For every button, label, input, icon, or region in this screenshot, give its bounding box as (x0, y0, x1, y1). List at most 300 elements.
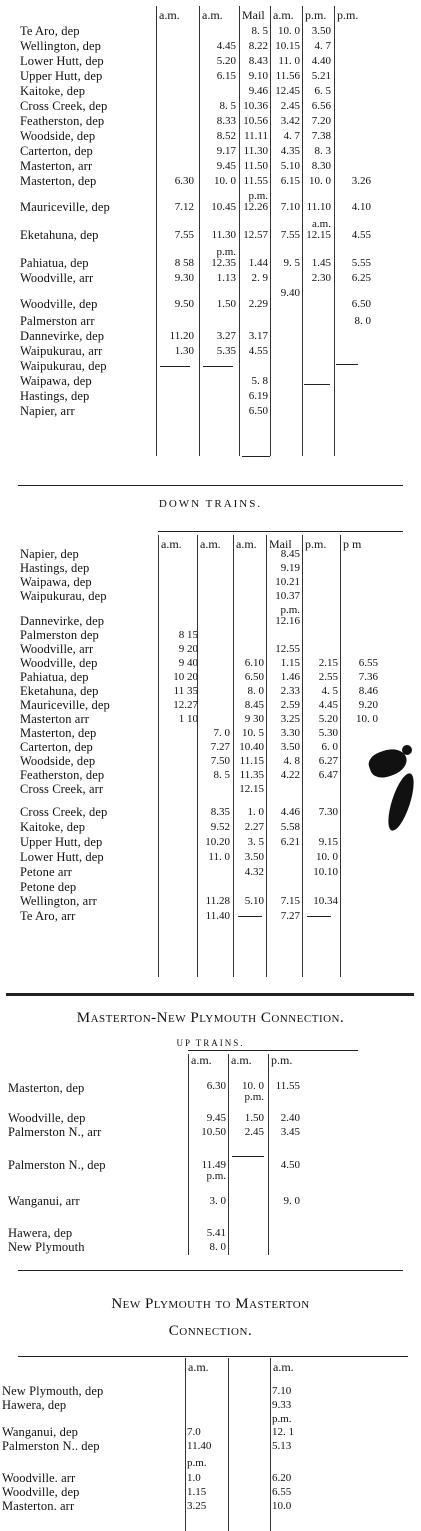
station-name: Woodville, arr (20, 642, 94, 656)
time-cell: 9.50 (174, 298, 194, 310)
connection-title-line1: New Plymouth to Masterton (111, 1296, 310, 1312)
time-cell: 8.45 (244, 699, 264, 711)
column-divider (197, 535, 198, 977)
time-cell: 10.50 (201, 1126, 226, 1138)
time-cell: 4. 7 (283, 130, 300, 142)
station-name: Dannevirke, dep (20, 614, 105, 628)
time-cell: 10. 0 (356, 713, 378, 725)
station-name: Masterton, dep (8, 1081, 85, 1095)
time-cell: 4.35 (280, 145, 300, 157)
time-cell: 9.17 (216, 145, 236, 157)
time-cell: 6.25 (351, 272, 371, 284)
time-cell: 4.22 (280, 769, 300, 781)
station-name: Featherston, dep (20, 768, 105, 782)
time-cell: 9.15 (318, 836, 338, 848)
station-name: Petone dep (20, 880, 77, 894)
time-cell: 12.27 (173, 699, 198, 711)
time-cell: 7.20 (311, 115, 331, 127)
column-header: a.m. (191, 1053, 212, 1067)
time-cell: p.m. (280, 604, 300, 616)
time-cell: 10. 0 (214, 175, 236, 187)
time-cell: 1.15 (187, 1486, 207, 1498)
station-name: Waipukurau, arr (20, 344, 103, 358)
time-cell: 12.45 (275, 85, 300, 97)
blank-dash (203, 366, 233, 367)
time-cell: 10. 0 (316, 851, 338, 863)
station-name: Mauriceville, dep (20, 200, 110, 214)
time-cell: 6.50 (244, 671, 264, 683)
time-cell: 11. 0 (208, 851, 230, 863)
time-cell: 5.10 (280, 160, 300, 172)
column-divider (156, 6, 157, 456)
time-cell: 8. 5 (251, 25, 268, 37)
time-cell: 2.45 (280, 100, 300, 112)
column-header: p.m. (305, 8, 327, 22)
time-cell: p.m. (244, 1091, 264, 1103)
column-divider (270, 6, 271, 456)
station-name: Masterton, dep (20, 726, 97, 740)
time-cell: 6.56 (311, 100, 331, 112)
station-name: Hawera, dep (8, 1226, 73, 1240)
time-cell: 6.15 (216, 70, 236, 82)
station-name: Masterton arr (20, 712, 89, 726)
time-cell: 7.10 (272, 1385, 292, 1397)
time-cell: 1 10 (178, 713, 198, 725)
time-cell: 5. 8 (251, 375, 268, 387)
time-cell: 2.15 (318, 657, 338, 669)
time-cell: 2. 9 (251, 272, 268, 284)
column-header: p m (343, 537, 362, 551)
time-cell: 4. 8 (283, 755, 300, 767)
connection-title-line2: Connection. (168, 1323, 253, 1339)
time-cell: a.m. (312, 218, 331, 230)
time-cell: 7.10 (280, 201, 300, 213)
time-cell: 7.36 (358, 671, 378, 683)
time-cell: 4.45 (318, 699, 338, 711)
time-cell: 5.21 (311, 70, 331, 82)
station-name: Woodville, dep (20, 297, 98, 311)
time-cell: 10.56 (243, 115, 268, 127)
time-cell: 6.20 (272, 1472, 292, 1484)
station-name: Cross Creek, dep (20, 805, 108, 819)
station-name: Featherston, dep (20, 114, 105, 128)
time-cell: 9.46 (248, 85, 268, 97)
header-rule (188, 1050, 358, 1051)
station-name: Wanganui, dep (2, 1425, 78, 1439)
station-name: Waipukurau, dep (20, 359, 107, 373)
station-name: Palmerston N., arr (8, 1125, 102, 1139)
time-cell: 3.50 (244, 851, 264, 863)
station-name: Upper Hutt, dep (20, 69, 103, 83)
time-cell: 11.50 (243, 160, 268, 172)
time-cell: 10. 0 (242, 1080, 264, 1092)
time-cell: 6.50 (248, 405, 268, 417)
station-name: Waipawa, dep (20, 575, 92, 589)
time-cell: 6.55 (358, 657, 378, 669)
time-cell: 8.52 (216, 130, 236, 142)
time-cell: 10.45 (211, 201, 236, 213)
station-name: Te Aro, arr (20, 909, 76, 923)
time-cell: 6.47 (318, 769, 338, 781)
station-name: Hastings, dep (20, 389, 90, 403)
station-name: Carterton, dep (20, 740, 93, 754)
time-cell: 1. 0 (247, 806, 264, 818)
time-cell: 11.11 (244, 130, 268, 142)
time-cell: 6.27 (318, 755, 338, 767)
time-cell: 10.15 (275, 40, 300, 52)
time-cell: 3.30 (280, 727, 300, 739)
time-cell: 12.15 (239, 783, 264, 795)
station-name: Masterton, arr (20, 159, 93, 173)
time-cell: 6.19 (248, 390, 268, 402)
time-cell: 3.42 (280, 115, 300, 127)
time-cell: 4.45 (216, 40, 236, 52)
time-cell: 10. 0 (309, 175, 331, 187)
up-trains-caption: UP TRAINS. (176, 1038, 245, 1048)
time-cell: 12.26 (243, 201, 268, 213)
time-cell: 5.35 (216, 345, 236, 357)
time-cell: 2.45 (244, 1126, 264, 1138)
station-name: Lower Hutt, dep (20, 850, 104, 864)
station-name: Te Aro, dep (20, 24, 80, 38)
time-cell: 3.17 (248, 330, 268, 342)
time-cell: 8.30 (311, 160, 331, 172)
time-cell: 6. 5 (314, 85, 331, 97)
time-cell: 7.38 (311, 130, 331, 142)
column-divider (158, 535, 159, 977)
time-cell: 10.0 (272, 1500, 292, 1512)
station-name: New Plymouth, dep (2, 1384, 104, 1398)
time-cell: 12.55 (275, 643, 300, 655)
time-cell: 2.40 (280, 1112, 300, 1124)
time-cell: 3.25 (187, 1500, 207, 1512)
column-divider (270, 1358, 271, 1531)
time-cell: 11.28 (205, 895, 230, 907)
column-divider (239, 6, 240, 456)
time-cell: 11. 0 (278, 55, 300, 67)
station-name: Palmerston arr (20, 314, 95, 328)
time-cell: 7.55 (174, 229, 194, 241)
ink-blot (383, 771, 419, 834)
time-cell: 7.50 (210, 755, 230, 767)
time-cell: 2.55 (318, 671, 338, 683)
time-cell: 3.27 (216, 330, 236, 342)
column-divider (199, 6, 200, 456)
time-cell: 10.10 (313, 866, 338, 878)
station-name: Lower Hutt, dep (20, 54, 104, 68)
time-cell: 8.46 (358, 685, 378, 697)
mail-underline (242, 456, 270, 457)
time-cell: 6.15 (280, 175, 300, 187)
time-cell: 8.43 (248, 55, 268, 67)
time-cell: 7.30 (318, 806, 338, 818)
time-cell: 12.16 (275, 615, 300, 627)
time-cell: 6.10 (244, 657, 264, 669)
station-name: Wellington, arr (20, 894, 97, 908)
time-cell: 4.40 (311, 55, 331, 67)
column-header: a.m. (202, 8, 223, 22)
time-cell: 4.10 (351, 201, 371, 213)
time-cell: 8.33 (216, 115, 236, 127)
column-header: p.m. (337, 8, 359, 22)
column-header: a.m. (273, 8, 294, 22)
column-header: a.m. (188, 1360, 209, 1374)
time-cell: 9.20 (358, 699, 378, 711)
time-cell: 8. 3 (314, 145, 331, 157)
time-cell: 2.27 (244, 821, 264, 833)
down-trains-caption: DOWN TRAINS. (158, 498, 263, 510)
column-header: Mail (269, 537, 292, 551)
time-cell: 3. 5 (247, 836, 264, 848)
column-divider (268, 1054, 269, 1255)
time-cell: 5.20 (318, 713, 338, 725)
time-cell: 11.10 (306, 201, 331, 213)
time-cell: 6. 0 (321, 741, 338, 753)
station-name: Masterton. arr (2, 1499, 75, 1513)
station-name: Kaitoke, dep (20, 820, 86, 834)
time-cell: 8. 0 (354, 315, 371, 327)
blank-dash (232, 1156, 264, 1157)
column-header: a.m. (161, 537, 182, 551)
column-divider (302, 535, 303, 977)
time-cell: 6.50 (351, 298, 371, 310)
column-divider (185, 1358, 186, 1531)
station-name: Pahiatua, dep (20, 670, 89, 684)
time-cell: 12.35 (211, 257, 236, 269)
time-cell: 1.46 (280, 671, 300, 683)
column-header: a.m. (200, 537, 221, 551)
station-name: Woodside, dep (20, 754, 96, 768)
column-divider (340, 535, 341, 977)
time-cell: p.m. (216, 246, 236, 258)
time-cell: 9. 0 (283, 1195, 300, 1207)
time-cell: 9.40 (280, 287, 300, 299)
time-cell: 2.30 (311, 272, 331, 284)
time-cell: 11 35 (173, 685, 198, 697)
station-name: Petone arr (20, 865, 73, 879)
station-name: Woodside, dep (20, 129, 96, 143)
time-cell: 5.30 (318, 727, 338, 739)
station-name: Cross Creek, arr (20, 782, 104, 796)
station-name: Palmerston N., dep (8, 1158, 106, 1172)
header-rule (158, 531, 403, 532)
column-divider (228, 1054, 229, 1255)
time-cell: p.m. (248, 190, 268, 202)
time-cell: 11.30 (243, 145, 268, 157)
column-divider (334, 6, 335, 456)
time-cell: 6.30 (206, 1080, 226, 1092)
station-name: Napier, dep (20, 547, 79, 561)
time-cell: 9.45 (206, 1112, 226, 1124)
time-cell: 11.49 (201, 1159, 226, 1171)
time-cell: 9. 5 (283, 257, 300, 269)
time-cell: 3.26 (351, 175, 371, 187)
station-name: Woodville, dep (20, 656, 98, 670)
time-cell: 2.59 (280, 699, 300, 711)
blank-dash (304, 384, 330, 385)
time-cell: 7.27 (210, 741, 230, 753)
time-cell: 9.33 (272, 1399, 292, 1411)
station-name: Hawera, dep (2, 1398, 67, 1412)
ink-blot (402, 745, 412, 755)
station-name: Wellington, dep (20, 39, 102, 53)
station-name: Cross Creek, dep (20, 99, 108, 113)
station-name: Pahiatua, dep (20, 256, 89, 270)
time-cell: 3.50 (311, 25, 331, 37)
time-cell: 12.57 (243, 229, 268, 241)
time-cell: 9.45 (216, 160, 236, 172)
time-cell: p.m. (206, 1170, 226, 1182)
time-cell: 1.45 (311, 257, 331, 269)
time-cell: 10 20 (173, 671, 198, 683)
blank-dash (336, 364, 358, 365)
station-name: Dannevirke, dep (20, 329, 105, 343)
time-cell: 1.15 (280, 657, 300, 669)
station-name: Wanganui, arr (8, 1194, 80, 1208)
time-cell: 10.36 (243, 100, 268, 112)
station-name: Waipawa, dep (20, 374, 92, 388)
time-cell: 5.13 (272, 1440, 292, 1452)
time-cell: 11.40 (205, 910, 230, 922)
time-cell: 8.45 (280, 548, 300, 560)
blank-dash (238, 916, 262, 917)
station-name: Woodville, dep (2, 1485, 80, 1499)
station-name: Kaitoke, dep (20, 84, 86, 98)
time-cell: 11.40 (187, 1440, 212, 1452)
time-cell: 4.50 (280, 1159, 300, 1171)
time-cell: 1.13 (216, 272, 236, 284)
time-cell: 8. 5 (219, 100, 236, 112)
time-cell: 3. 0 (209, 1195, 226, 1207)
station-name: Palmerston dep (20, 628, 99, 642)
time-cell: 6.21 (280, 836, 300, 848)
time-cell: 1.30 (174, 345, 194, 357)
time-cell: 7.55 (280, 229, 300, 241)
time-cell: 11.55 (275, 1080, 300, 1092)
time-cell: 5.20 (216, 55, 236, 67)
time-cell: 5.58 (280, 821, 300, 833)
time-cell: 3.45 (280, 1126, 300, 1138)
time-cell: 10. 0 (278, 25, 300, 37)
station-name: Napier, arr (20, 404, 75, 418)
time-cell: 12. 1 (272, 1426, 294, 1438)
section-rule (18, 485, 403, 486)
station-name: Woodville, dep (8, 1111, 86, 1125)
time-cell: p.m. (272, 1413, 292, 1425)
time-cell: 7.12 (174, 201, 194, 213)
time-cell: 5.10 (244, 895, 264, 907)
time-cell: 10. 5 (242, 727, 264, 739)
time-cell: 7.27 (280, 910, 300, 922)
time-cell: 2.29 (248, 298, 268, 310)
time-cell: 7.15 (280, 895, 300, 907)
connection-title: Masterton-New Plymouth Connection. (76, 1010, 345, 1026)
blank-dash (160, 366, 190, 367)
time-cell: 9.52 (210, 821, 230, 833)
time-cell: 3.25 (280, 713, 300, 725)
time-cell: 12.15 (306, 229, 331, 241)
time-cell: 11.20 (169, 330, 194, 342)
time-cell: 11.55 (243, 175, 268, 187)
time-cell: 1.44 (248, 257, 268, 269)
time-cell: 11.35 (239, 769, 264, 781)
time-cell: 3.50 (280, 741, 300, 753)
time-cell: 1.0 (187, 1472, 201, 1484)
time-cell: 7. 0 (213, 727, 230, 739)
column-divider (228, 1358, 229, 1531)
column-header: p.m. (271, 1053, 293, 1067)
time-cell: 4. 5 (321, 685, 338, 697)
time-cell: 8. 5 (213, 769, 230, 781)
time-cell: 9 30 (244, 713, 264, 725)
time-cell: 11.30 (211, 229, 236, 241)
column-header: p.m. (305, 537, 327, 551)
time-cell: 10.40 (239, 741, 264, 753)
time-cell: 9.19 (280, 562, 300, 574)
station-name: Mauriceville, dep (20, 698, 110, 712)
station-name: Waipukurau, dep (20, 589, 107, 603)
column-header: Mail (242, 8, 265, 22)
time-cell: 4.55 (351, 229, 371, 241)
time-cell: 4.55 (248, 345, 268, 357)
header-rule (18, 1356, 408, 1357)
time-cell: 1.50 (244, 1112, 264, 1124)
station-name: Upper Hutt, dep (20, 835, 103, 849)
time-cell: 11.56 (275, 70, 300, 82)
time-cell: 8. 0 (209, 1241, 226, 1253)
blank-dash (307, 916, 331, 917)
time-cell: p.m. (187, 1457, 207, 1469)
time-cell: 9.30 (174, 272, 194, 284)
time-cell: 9 40 (178, 657, 198, 669)
time-cell: 5.55 (351, 257, 371, 269)
time-cell: 8. 0 (247, 685, 264, 697)
time-cell: 6.30 (174, 175, 194, 187)
section-rule-thick (6, 993, 414, 996)
time-cell: 6.55 (272, 1486, 292, 1498)
time-cell: 8 15 (178, 629, 198, 641)
column-header: a.m. (231, 1053, 252, 1067)
section-rule (18, 1270, 403, 1271)
time-cell: 8.22 (248, 40, 268, 52)
time-cell: 4.46 (280, 806, 300, 818)
column-divider (233, 535, 234, 977)
column-divider (188, 1054, 189, 1255)
station-name: Hastings, dep (20, 561, 90, 575)
station-name: Eketahuna, dep (20, 684, 99, 698)
column-header: a.m. (273, 1360, 294, 1374)
time-cell: 10.34 (313, 895, 338, 907)
column-header: a.m. (159, 8, 180, 22)
station-name: Masterton, dep (20, 174, 97, 188)
time-cell: 7.0 (187, 1426, 201, 1438)
time-cell: 10.37 (275, 590, 300, 602)
time-cell: 5.41 (206, 1227, 226, 1239)
time-cell: 8.35 (210, 806, 230, 818)
time-cell: 10.20 (205, 836, 230, 848)
station-name: Palmerston N.. dep (2, 1439, 100, 1453)
time-cell: 9.10 (248, 70, 268, 82)
column-header: a.m. (236, 537, 257, 551)
column-divider (266, 535, 267, 977)
time-cell: 2.33 (280, 685, 300, 697)
time-cell: 10.21 (275, 576, 300, 588)
station-name: Woodville. arr (2, 1471, 76, 1485)
column-divider (302, 6, 303, 456)
station-name: Eketahuna, dep (20, 228, 99, 242)
time-cell: 1.50 (216, 298, 236, 310)
station-name: Carterton, dep (20, 144, 93, 158)
